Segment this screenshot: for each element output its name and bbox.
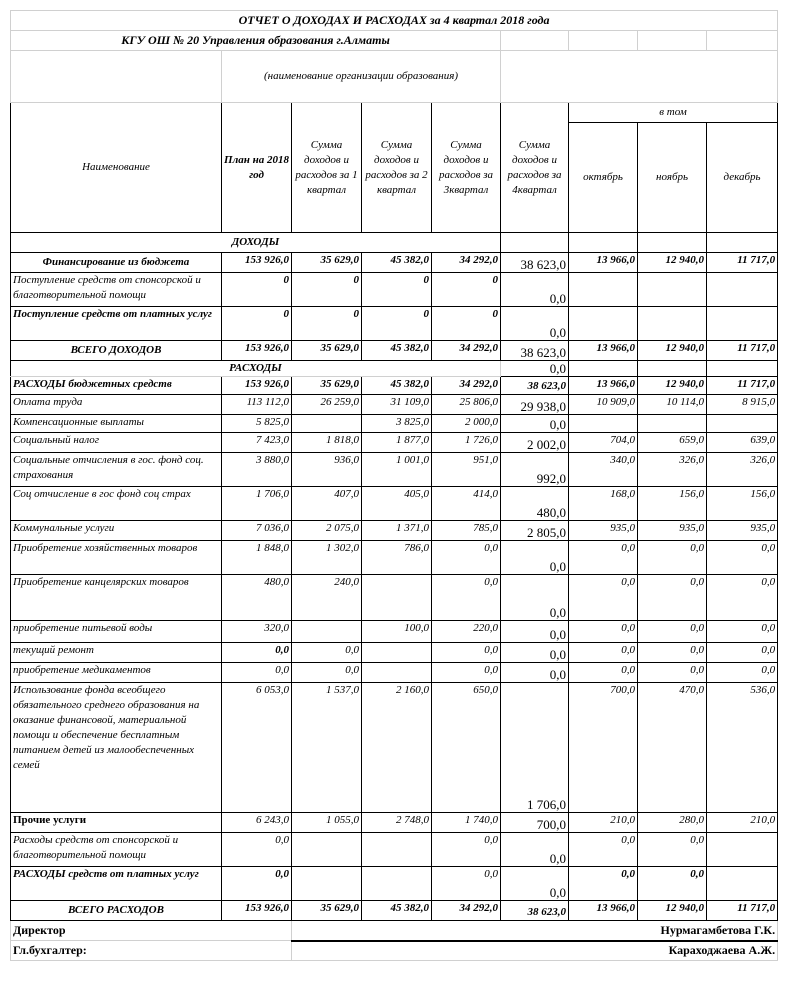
cell-dec: 156,0 [707, 487, 778, 521]
cell-q2: 3 825,0 [362, 415, 432, 433]
cell-oct: 168,0 [569, 487, 638, 521]
header-december: декабрь [707, 123, 778, 233]
cell-q1 [292, 833, 362, 867]
cell-q3: 785,0 [432, 521, 501, 541]
cell-q2: 45 382,0 [362, 253, 432, 273]
row-name: Использование фонда всеобщего обязательного среднего образования на оказание финансовой, материальной помощи и обеспечение бесплатным питанием детей из малообеспеченных семей [11, 683, 222, 813]
cell-q3: 34 292,0 [432, 377, 501, 395]
cell-q1 [292, 867, 362, 901]
cell-oct: 0,0 [569, 575, 638, 621]
cell-dec: 11 717,0 [707, 341, 778, 361]
cell-dec: 11 717,0 [707, 901, 778, 921]
cell-nov: 935,0 [638, 521, 707, 541]
cell-q1: 240,0 [292, 575, 362, 621]
row-name: Поступление средств от спонсорской и благотворительной помощи [11, 273, 222, 307]
cell-dec: 11 717,0 [707, 377, 778, 395]
cell-oct: 0,0 [569, 663, 638, 683]
cell-nov: 156,0 [638, 487, 707, 521]
cell-q2 [362, 867, 432, 901]
cell-nov: 0,0 [638, 541, 707, 575]
accountant-label: Гл.бухгалтер: [11, 941, 292, 961]
cell-q4: 0,0 [501, 643, 569, 663]
table-row [11, 621, 778, 643]
cell-dec: 0,0 [707, 541, 778, 575]
cell-plan: 1 706,0 [222, 487, 292, 521]
cell-q2 [362, 575, 432, 621]
cell-nov: 0,0 [638, 663, 707, 683]
cell-q2: 0 [362, 307, 432, 341]
cell-q4: 0,0 [501, 621, 569, 643]
cell-q4: 0,0 [501, 541, 569, 575]
cell-plan: 6 053,0 [222, 683, 292, 813]
cell-oct: 0,0 [569, 541, 638, 575]
table-row [11, 521, 778, 541]
cell-q2: 2 748,0 [362, 813, 432, 833]
row-name: текущий ремонт [11, 643, 222, 663]
cell-dec: 11 717,0 [707, 253, 778, 273]
row-name: Коммунальные услуги [11, 521, 222, 541]
cell-q3: 25 806,0 [432, 395, 501, 415]
table-row [11, 307, 778, 341]
cell-plan: 153 926,0 [222, 253, 292, 273]
cell-q3: 34 292,0 [432, 901, 501, 921]
cell-oct: 935,0 [569, 521, 638, 541]
cell-q4: 992,0 [501, 453, 569, 487]
table-row [11, 341, 778, 361]
cell-dec: 0,0 [707, 663, 778, 683]
cell-q3: 0,0 [432, 833, 501, 867]
row-name: Расходы средств от спонсорской и благотворительной помощи [11, 833, 222, 867]
cell-oct: 0,0 [569, 621, 638, 643]
cell-q3: 0,0 [432, 867, 501, 901]
table-row [11, 395, 778, 415]
cell-nov: 659,0 [638, 433, 707, 453]
cell-nov: 470,0 [638, 683, 707, 813]
cell-q3: 220,0 [432, 621, 501, 643]
cell-q4: 2 805,0 [501, 521, 569, 541]
cell-q3: 650,0 [432, 683, 501, 813]
cell-q4: 38 623,0 [501, 377, 569, 395]
cell-plan: 0,0 [222, 663, 292, 683]
table-row [11, 433, 778, 453]
cell-plan: 0,0 [222, 643, 292, 663]
organization-caption: (наименование организации образования) [222, 51, 501, 103]
cell-nov: 12 940,0 [638, 341, 707, 361]
row-name: Социальные отчисления в гос. фонд соц. страхования [11, 453, 222, 487]
cell-q4: 2 002,0 [501, 433, 569, 453]
cell-plan: 113 112,0 [222, 395, 292, 415]
cell-nov: 0,0 [638, 643, 707, 663]
cell-q1: 936,0 [292, 453, 362, 487]
section-expenses-q4: 0,0 [501, 361, 569, 377]
cell-plan: 7 036,0 [222, 521, 292, 541]
cell-q4: 0,0 [501, 663, 569, 683]
cell-q4: 0,0 [501, 833, 569, 867]
cell-dec: 0,0 [707, 575, 778, 621]
cell-dec: 0,0 [707, 621, 778, 643]
cell-q2: 1 877,0 [362, 433, 432, 453]
cell-nov: 10 114,0 [638, 395, 707, 415]
income-expense-report-table [10, 10, 778, 961]
section-expenses: РАСХОДЫ [11, 361, 501, 377]
row-name: Поступление средств от платных услуг [11, 307, 222, 341]
cell-q1: 0,0 [292, 643, 362, 663]
cell-dec [707, 833, 778, 867]
header-october: октябрь [569, 123, 638, 233]
cell-q2: 45 382,0 [362, 377, 432, 395]
cell-nov: 280,0 [638, 813, 707, 833]
cell-nov [638, 307, 707, 341]
row-name: приобретение питьевой воды [11, 621, 222, 643]
table-row [11, 683, 778, 813]
cell-plan: 153 926,0 [222, 901, 292, 921]
cell-q3: 34 292,0 [432, 341, 501, 361]
table-row [11, 901, 778, 921]
cell-plan: 0 [222, 273, 292, 307]
cell-q3: 1 726,0 [432, 433, 501, 453]
cell-q1: 35 629,0 [292, 341, 362, 361]
cell-q2 [362, 663, 432, 683]
header-november: ноябрь [638, 123, 707, 233]
cell-q4: 0,0 [501, 867, 569, 901]
cell-q2: 45 382,0 [362, 901, 432, 921]
cell-dec: 0,0 [707, 643, 778, 663]
cell-q2: 1 001,0 [362, 453, 432, 487]
cell-nov: 0,0 [638, 575, 707, 621]
row-name: Оплата труда [11, 395, 222, 415]
cell-dec: 326,0 [707, 453, 778, 487]
header-name: Наименование [11, 103, 222, 233]
cell-plan: 0 [222, 307, 292, 341]
header-q1: Сумма доходов и расходов за 1 квартал [292, 103, 362, 233]
report-title: ОТЧЕТ О ДОХОДАХ И РАСХОДАХ за 4 квартал 2018 года [11, 11, 778, 31]
cell-plan: 6 243,0 [222, 813, 292, 833]
cell-oct: 0,0 [569, 643, 638, 663]
cell-plan: 0,0 [222, 833, 292, 867]
cell-q2 [362, 833, 432, 867]
cell-q1: 1 537,0 [292, 683, 362, 813]
income-rows [11, 253, 778, 361]
table-row [11, 253, 778, 273]
cell-oct: 704,0 [569, 433, 638, 453]
cell-q1: 35 629,0 [292, 901, 362, 921]
table-row [11, 833, 778, 867]
cell-q1: 0,0 [292, 663, 362, 683]
cell-dec [707, 867, 778, 901]
cell-q2: 2 160,0 [362, 683, 432, 813]
cell-nov [638, 415, 707, 433]
cell-dec: 8 915,0 [707, 395, 778, 415]
cell-dec [707, 273, 778, 307]
cell-oct [569, 415, 638, 433]
cell-q3: 34 292,0 [432, 253, 501, 273]
director-name: Нурмагамбетова Г.К. [292, 921, 778, 941]
cell-q4: 0,0 [501, 307, 569, 341]
cell-q3: 414,0 [432, 487, 501, 521]
cell-q3: 951,0 [432, 453, 501, 487]
row-name: Финансирование из бюджета [11, 253, 222, 273]
cell-nov: 12 940,0 [638, 253, 707, 273]
cell-q3: 0,0 [432, 575, 501, 621]
row-name: Компенсационные выплаты [11, 415, 222, 433]
cell-q3: 2 000,0 [432, 415, 501, 433]
cell-oct: 340,0 [569, 453, 638, 487]
table-row [11, 575, 778, 621]
row-name: ВСЕГО РАСХОДОВ [11, 901, 222, 921]
cell-q1: 2 075,0 [292, 521, 362, 541]
table-row [11, 377, 778, 395]
cell-q1: 1 818,0 [292, 433, 362, 453]
table-row [11, 643, 778, 663]
cell-oct: 0,0 [569, 867, 638, 901]
cell-plan: 480,0 [222, 575, 292, 621]
cell-dec: 935,0 [707, 521, 778, 541]
cell-nov: 12 940,0 [638, 901, 707, 921]
cell-q2: 31 109,0 [362, 395, 432, 415]
cell-q2: 405,0 [362, 487, 432, 521]
header-q4: Сумма доходов и расходов за 4квартал [501, 103, 569, 233]
cell-q4: 0,0 [501, 575, 569, 621]
row-name: Приобретение хозяйственных товаров [11, 541, 222, 575]
cell-dec: 210,0 [707, 813, 778, 833]
cell-nov: 0,0 [638, 867, 707, 901]
cell-q4: 0,0 [501, 415, 569, 433]
cell-q3: 0 [432, 307, 501, 341]
cell-dec: 536,0 [707, 683, 778, 813]
cell-nov: 0,0 [638, 621, 707, 643]
cell-q3: 0,0 [432, 541, 501, 575]
cell-q4: 0,0 [501, 273, 569, 307]
table-row [11, 867, 778, 901]
cell-dec: 639,0 [707, 433, 778, 453]
cell-oct: 13 966,0 [569, 253, 638, 273]
row-name: приобретение медикаментов [11, 663, 222, 683]
cell-nov [638, 273, 707, 307]
cell-q2: 0 [362, 273, 432, 307]
table-row [11, 541, 778, 575]
accountant-name: Караходжаева А.Ж. [292, 941, 778, 961]
cell-nov: 12 940,0 [638, 377, 707, 395]
organization-name: КГУ ОШ № 20 Управления образования г.Алматы [11, 31, 501, 51]
cell-oct: 13 966,0 [569, 377, 638, 395]
cell-nov: 0,0 [638, 833, 707, 867]
header-plan: План на 2018 год [222, 103, 292, 233]
cell-plan: 153 926,0 [222, 377, 292, 395]
cell-dec [707, 415, 778, 433]
cell-q1: 35 629,0 [292, 377, 362, 395]
cell-q1: 1 302,0 [292, 541, 362, 575]
header-q3: Сумма доходов и расходов за 3квартал [432, 103, 501, 233]
cell-q4: 38 623,0 [501, 253, 569, 273]
cell-plan: 0,0 [222, 867, 292, 901]
cell-nov: 326,0 [638, 453, 707, 487]
cell-q4: 480,0 [501, 487, 569, 521]
cell-plan: 320,0 [222, 621, 292, 643]
header-including: в том [569, 103, 778, 123]
cell-q1 [292, 621, 362, 643]
cell-oct: 700,0 [569, 683, 638, 813]
row-name: Социальный налог [11, 433, 222, 453]
cell-q1: 0 [292, 273, 362, 307]
row-name: Прочие услуги [11, 813, 222, 833]
cell-q1: 26 259,0 [292, 395, 362, 415]
row-name: ВСЕГО ДОХОДОВ [11, 341, 222, 361]
table-row [11, 663, 778, 683]
cell-q2: 1 371,0 [362, 521, 432, 541]
cell-plan: 153 926,0 [222, 341, 292, 361]
cell-oct: 0,0 [569, 833, 638, 867]
header-q2: Сумма доходов и расходов за 2 квартал [362, 103, 432, 233]
cell-q1: 407,0 [292, 487, 362, 521]
cell-plan: 3 880,0 [222, 453, 292, 487]
cell-q3: 1 740,0 [432, 813, 501, 833]
cell-q3: 0,0 [432, 663, 501, 683]
cell-q1: 1 055,0 [292, 813, 362, 833]
cell-q1 [292, 415, 362, 433]
cell-q3: 0 [432, 273, 501, 307]
cell-q4: 1 706,0 [501, 683, 569, 813]
cell-oct [569, 307, 638, 341]
table-row [11, 415, 778, 433]
expense-rows [11, 377, 778, 921]
row-name: РАСХОДЫ средств от платных услуг [11, 867, 222, 901]
row-name: РАСХОДЫ бюджетных средств [11, 377, 222, 395]
cell-q2 [362, 643, 432, 663]
cell-q2: 45 382,0 [362, 341, 432, 361]
cell-oct [569, 273, 638, 307]
cell-oct: 13 966,0 [569, 341, 638, 361]
cell-plan: 1 848,0 [222, 541, 292, 575]
cell-q4: 700,0 [501, 813, 569, 833]
cell-q4: 38 623,0 [501, 901, 569, 921]
row-name: Соц отчисление в гос фонд соц страх [11, 487, 222, 521]
cell-q4: 29 938,0 [501, 395, 569, 415]
section-income: ДОХОДЫ [11, 233, 501, 253]
cell-oct: 13 966,0 [569, 901, 638, 921]
table-row [11, 273, 778, 307]
table-row [11, 453, 778, 487]
cell-q2: 786,0 [362, 541, 432, 575]
cell-q4: 38 623,0 [501, 341, 569, 361]
cell-q3: 0,0 [432, 643, 501, 663]
cell-q1: 35 629,0 [292, 253, 362, 273]
cell-q1: 0 [292, 307, 362, 341]
cell-q2: 100,0 [362, 621, 432, 643]
table-row [11, 487, 778, 521]
cell-oct: 10 909,0 [569, 395, 638, 415]
cell-dec [707, 307, 778, 341]
table-row [11, 813, 778, 833]
cell-plan: 7 423,0 [222, 433, 292, 453]
cell-oct: 210,0 [569, 813, 638, 833]
row-name: Приобретение канцелярских товаров [11, 575, 222, 621]
director-label: Директор [11, 921, 292, 941]
cell-plan: 5 825,0 [222, 415, 292, 433]
